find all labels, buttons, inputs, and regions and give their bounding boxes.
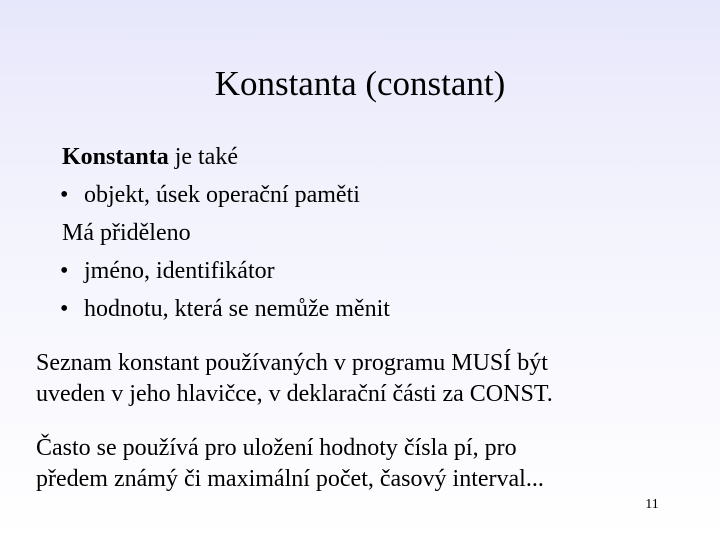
paragraph-usage	[36, 433, 544, 495]
bullet-item-value	[62, 290, 390, 328]
slide-title: Konstanta (constant)	[214, 64, 506, 103]
definition-block	[62, 138, 390, 328]
bullet-marker: •	[60, 296, 69, 322]
bullet-item-name	[62, 252, 390, 290]
intro-line	[62, 138, 390, 176]
paragraph-line: Seznam konstant používaných v programu MUSÍ být	[36, 350, 548, 376]
paragraph-line: uveden v jeho hlavičce, v deklarační části za CONST.	[36, 381, 553, 407]
bullet-text: hodnotu, která se nemůže měnit	[84, 296, 390, 322]
page-number: 11	[645, 497, 659, 512]
bullet-item-object	[62, 176, 390, 214]
paragraph-const-declaration	[36, 348, 553, 410]
intro-rest: je také	[168, 144, 238, 170]
intro-term: Konstanta	[62, 144, 169, 170]
bullet-text: jméno, identifikátor	[84, 258, 275, 284]
bullet-text: objekt, úsek operační paměti	[84, 182, 360, 208]
bullet-marker: •	[60, 182, 69, 208]
assigned-line: Má přiděleno	[62, 220, 191, 246]
bullet-marker: •	[60, 258, 69, 284]
paragraph-line: Často se používá pro uložení hodnoty čísla pí, pro	[36, 435, 517, 461]
paragraph-line: předem známý či maximální počet, časový interval...	[36, 466, 544, 492]
